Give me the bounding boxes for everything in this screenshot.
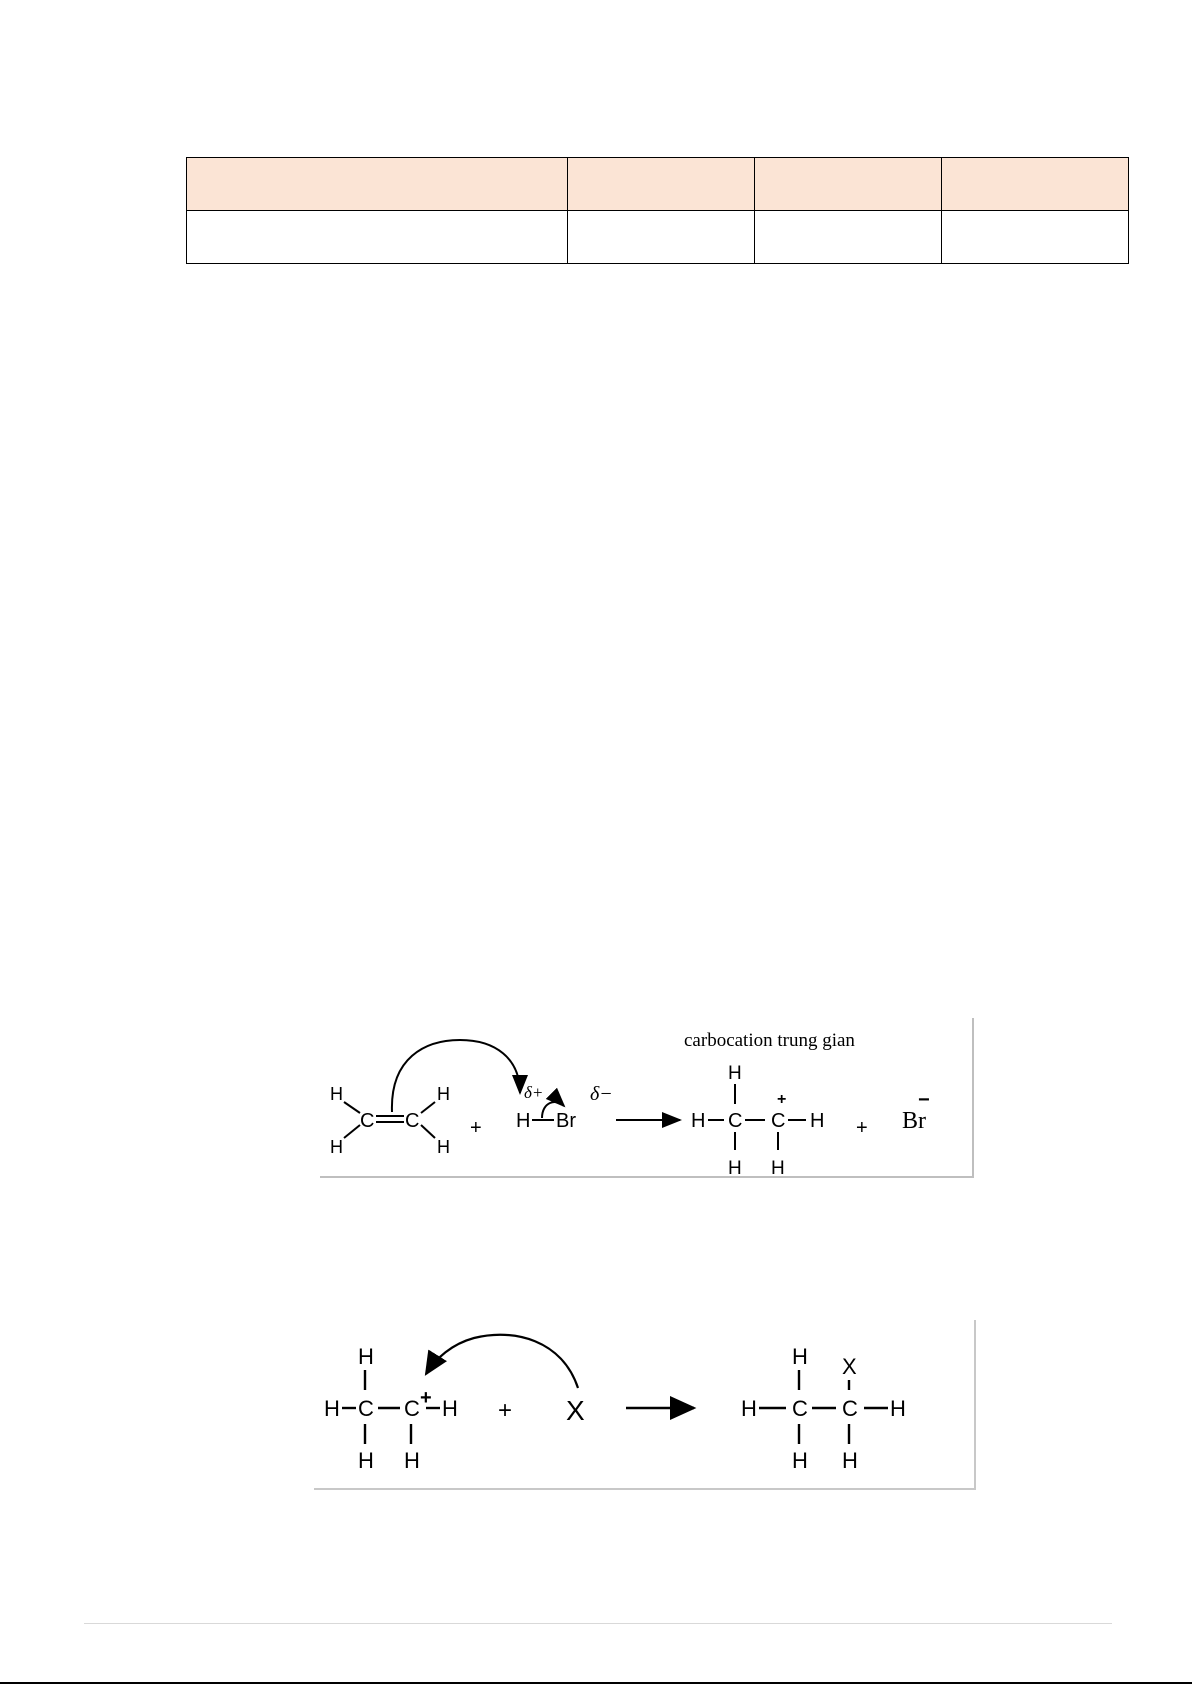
- atom-h: H: [890, 1396, 906, 1421]
- reaction-step2-figure: [314, 1320, 976, 1490]
- table-header-cell: [187, 158, 568, 211]
- bottom-rule: [0, 1682, 1192, 1684]
- reaction-step1-figure: [320, 1018, 974, 1178]
- atom-br: Br: [556, 1110, 576, 1132]
- atom-c: C: [360, 1110, 375, 1132]
- atom-h: H: [442, 1396, 458, 1421]
- table-cell: [568, 211, 755, 264]
- atom-x: X: [842, 1354, 857, 1379]
- atom-h: H: [810, 1110, 825, 1132]
- atom-h: H: [404, 1448, 420, 1473]
- reaction-step1-diagram: [320, 1018, 972, 1179]
- atom-h: H: [741, 1396, 757, 1421]
- delta-minus-label: δ−: [590, 1083, 613, 1105]
- atom-h: H: [330, 1084, 343, 1104]
- atom-h: H: [792, 1448, 808, 1473]
- atom-h: H: [728, 1063, 742, 1084]
- carbocation-caption: carbocation trung gian: [684, 1030, 855, 1051]
- plus-sign: +: [498, 1397, 513, 1424]
- atom-h: H: [516, 1110, 531, 1132]
- atom-h: H: [324, 1396, 340, 1421]
- table-cell: [942, 211, 1129, 264]
- empty-table: [186, 157, 1129, 264]
- table-cell: [187, 211, 568, 264]
- plus-sign: +: [856, 1117, 868, 1139]
- atom-c: C: [358, 1396, 374, 1421]
- atom-c: C: [405, 1110, 420, 1132]
- table-cell: [755, 211, 942, 264]
- reaction-step2-diagram: [314, 1320, 974, 1488]
- atom-h: H: [691, 1110, 706, 1132]
- table-row: [187, 211, 1129, 264]
- atom-c: C: [842, 1396, 858, 1421]
- table-header-cell: [568, 158, 755, 211]
- atom-h: H: [842, 1448, 858, 1473]
- atom-h: H: [771, 1158, 785, 1179]
- atom-h: H: [728, 1158, 742, 1179]
- positive-charge: +: [777, 1091, 787, 1108]
- table-header-cell: [755, 158, 942, 211]
- atom-h: H: [358, 1448, 374, 1473]
- atom-h: H: [437, 1137, 450, 1157]
- atom-c: C: [404, 1396, 420, 1421]
- bromide-ion: Br: [902, 1108, 926, 1134]
- footer-divider: [84, 1623, 1112, 1624]
- atom-h: H: [437, 1084, 450, 1104]
- atom-c: C: [792, 1396, 808, 1421]
- atom-h: H: [792, 1344, 808, 1369]
- delta-plus-label: δ+: [524, 1083, 544, 1102]
- positive-charge: +: [420, 1387, 432, 1409]
- atom-h: H: [330, 1137, 343, 1157]
- plus-sign: +: [470, 1117, 482, 1139]
- reagent-x: X: [566, 1395, 585, 1426]
- atom-c: C: [771, 1110, 786, 1132]
- negative-charge: −: [918, 1089, 930, 1111]
- atom-h: H: [358, 1344, 374, 1369]
- table-header-cell: [942, 158, 1129, 211]
- table-header-row: [187, 158, 1129, 211]
- atom-c: C: [728, 1110, 743, 1132]
